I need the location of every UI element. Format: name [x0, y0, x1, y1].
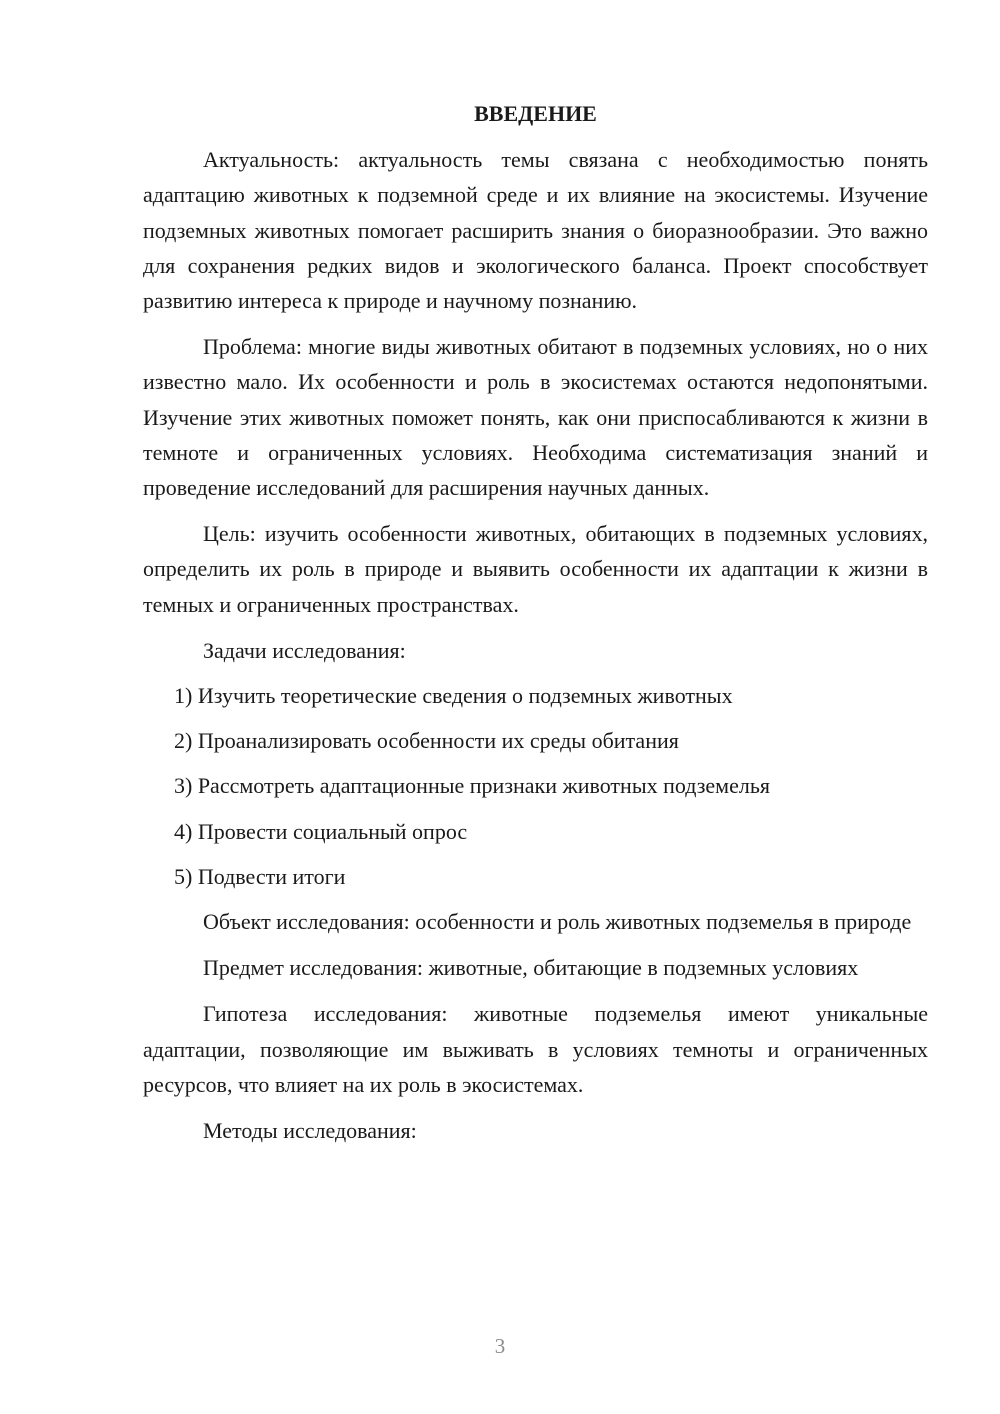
list-item: 2) Проанализировать особенности их среды обитания [174, 728, 679, 754]
list-item: 4) Провести социальный опрос [174, 818, 468, 844]
relevance-paragraph: Актуальность: актуальность темы связана с необходимостью понять адаптацию животных к подземной среде и их влияние на экосистемы. Изучение подземных животных помогает расширить знания о биоразнообразии. Это важно для сохранения редких видов и экологического баланса. Проект способствует развитию интереса к природе и научному познанию. [143, 147, 928, 314]
list-item: 3) Рассмотреть адаптационные признаки животных подземелья [174, 773, 770, 799]
hypothesis-paragraph: Гипотеза исследования: животные подземелья имеют уникальные адаптации, позволяющие им выживать в условиях темноты и ограниченных ресурсов, что влияет на их роль в экосистемах. [143, 1001, 928, 1097]
page-title: ВВЕДЕНИЕ [474, 101, 597, 126]
list-item: 5) Подвести итоги [174, 863, 346, 889]
tasks-list [143, 678, 928, 894]
page-number: 3 [494, 1334, 506, 1358]
methods-heading: Методы исследования: [203, 1118, 417, 1144]
problem-paragraph: Проблема: многие виды животных обитают в подземных условиях, но о них известно мало. Их особенности и роль в экосистемах остаются недопонятыми. Изучение этих животных поможет понять, как они приспосабливаются к жизни в темноте и ограниченных условиях. Необходима систематизация знаний и проведение исследований для расширения научных данных. [143, 334, 928, 501]
subject-paragraph: Предмет исследования: животные, обитающие в подземных условиях [203, 955, 859, 981]
object-paragraph: Объект исследования: особенности и роль животных подземелья в природе [203, 909, 912, 935]
tasks-heading: Задачи исследования: [203, 637, 406, 663]
list-item: 1) Изучить теоретические сведения о подземных животных [174, 683, 733, 709]
goal-paragraph: Цель: изучить особенности животных, обитающих в подземных условиях, определить их роль в природе и выявить особенности их адаптации к жизни в темных и ограниченных пространствах. [143, 521, 928, 617]
document-page [143, 96, 928, 1158]
